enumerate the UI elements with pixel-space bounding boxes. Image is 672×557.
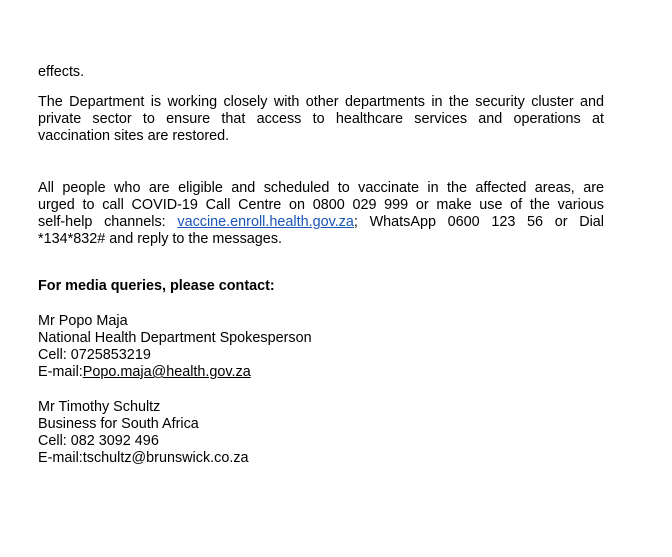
continued-paragraph <box>38 64 604 81</box>
department-paragraph <box>38 94 604 145</box>
department-line-2: private sector to ensure that access to healthcare services and operations at <box>38 111 604 127</box>
department-line-3: vaccination sites are restored. <box>38 128 230 144</box>
eligible-line-3-suffix: ; WhatsApp 0600 123 56 or Dial <box>353 214 604 230</box>
contact-1-email-link[interactable]: Popo.maja@health.gov.za <box>82 364 251 380</box>
eligible-line-3 <box>38 214 604 231</box>
eligible-line-4: *134*832# and reply to the messages. <box>38 231 283 247</box>
contact-1-email-line <box>38 364 604 381</box>
vaccine-enroll-link[interactable]: vaccine.enroll.health.gov.za <box>177 214 354 230</box>
department-line-1: The Department is working closely with other departments in the security cluster and <box>38 94 604 110</box>
eligible-line-1: All people who are eligible and scheduled to vaccinate in the affected areas, are <box>38 180 604 196</box>
contact-2-cell: Cell: 082 3092 496 <box>38 433 159 449</box>
eligible-paragraph <box>38 180 604 248</box>
eligible-line-3-prefix: self-help channels: <box>38 214 178 230</box>
contact-block-2 <box>38 399 604 467</box>
contact-1-title: National Health Department Spokesperson <box>38 330 312 346</box>
contact-2-organisation: Business for South Africa <box>38 416 199 432</box>
document-page <box>38 0 604 557</box>
contact-1-name: Mr Popo Maja <box>38 313 128 329</box>
contact-2-email: E-mail:tschultz@brunswick.co.za <box>38 450 249 466</box>
media-heading: For media queries, please contact: <box>38 278 275 294</box>
contact-1-email-label: E-mail: <box>38 364 83 380</box>
contact-2-name: Mr Timothy Schultz <box>38 399 161 415</box>
contact-1-cell: Cell: 0725853219 <box>38 347 151 363</box>
eligible-line-2: urged to call COVID-19 Call Centre on 0800 029 999 or make use of the various <box>38 197 604 213</box>
contact-block-1 <box>38 313 604 381</box>
continued-text: effects. <box>38 64 85 80</box>
